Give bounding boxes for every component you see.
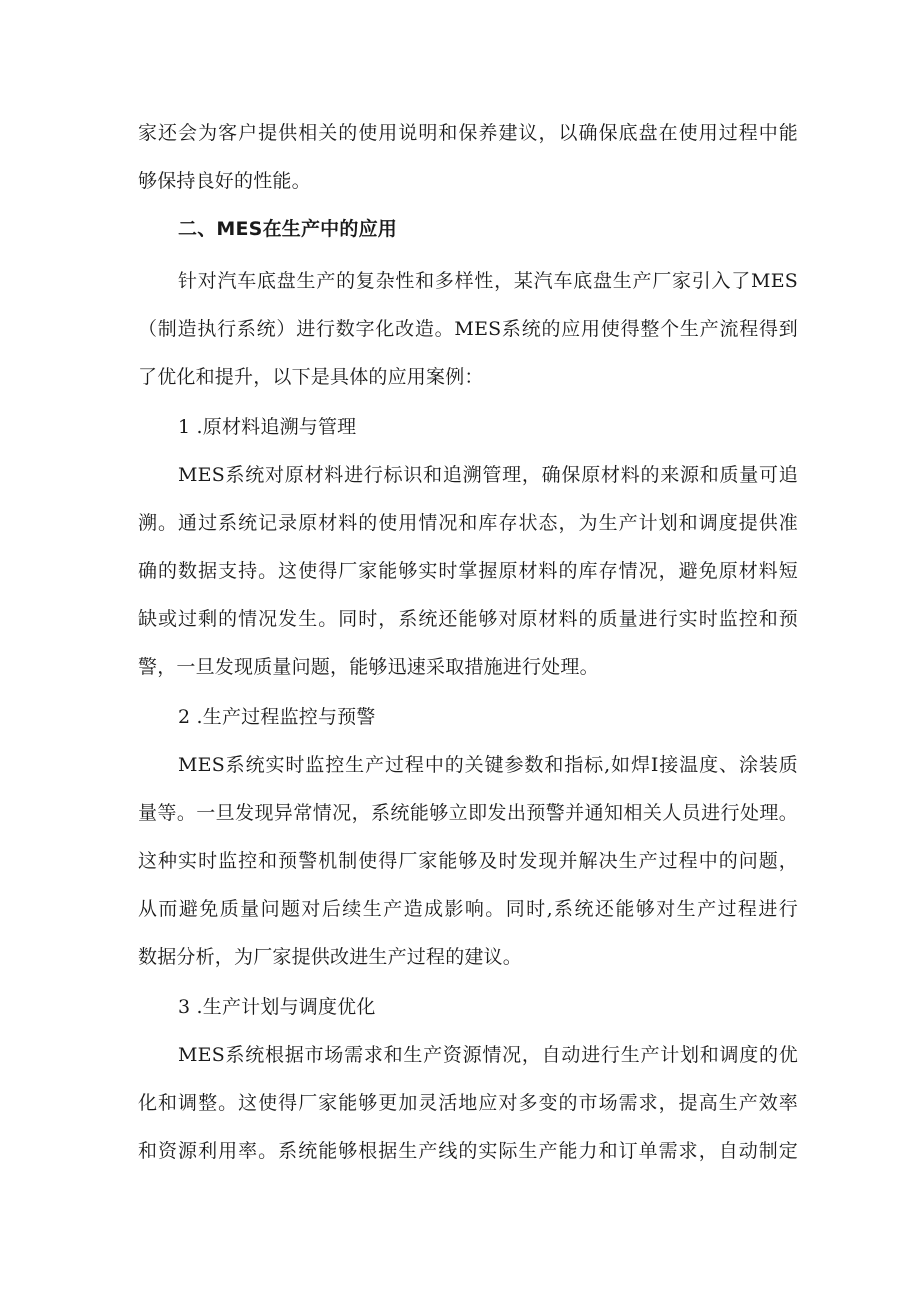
subsection-2-line-1: MES系统实时监控生产过程中的关键参数和指标,如焊I接温度、涂装质: [178, 754, 798, 776]
subsection-3-line-3: 和资源利用率。系统能够根据生产线的实际生产能力和订单需求，自动制定: [138, 1140, 798, 1162]
subsection-1-line-3: 确的数据支持。这使得厂家能够实时掌握原材料的库存情况，避免原材料短: [138, 560, 798, 582]
subsection-3-line-2: 化和调整。这使得厂家能够更加灵活地应对多变的市场需求，提高生产效率: [138, 1092, 798, 1114]
intro-line-1: 家还会为客户提供相关的使用说明和保养建议，以确保底盘在使用过程中能: [138, 122, 798, 144]
subsection-2-heading: 2 .生产过程监控与预警: [178, 706, 376, 728]
subsection-1-line-4: 缺或过剩的情况发生。同时，系统还能够对原材料的质量进行实时监控和预: [138, 608, 798, 630]
subsection-1-line-1: MES系统对原材料进行标识和追溯管理，确保原材料的来源和质量可追: [178, 464, 798, 486]
subsection-2-line-4: 从而避免质量问题对后续生产造成影响。同时,系统还能够对生产过程进行: [138, 898, 798, 920]
section-intro-line-2: （制造执行系统）进行数字化改造。MES系统的应用使得整个生产流程得到: [138, 318, 798, 340]
section-heading: 二、MES在生产中的应用: [178, 218, 397, 240]
section-intro-line-1: 针对汽车底盘生产的复杂性和多样性，某汽车底盘生产厂家引入了MES: [178, 270, 798, 292]
subsection-2-line-3: 这种实时监控和预警机制使得厂家能够及时发现并解决生产过程中的问题，: [138, 850, 798, 872]
subsection-1-line-2: 溯。通过系统记录原材料的使用情况和库存状态，为生产计划和调度提供准: [138, 512, 798, 534]
subsection-2-line-2: 量等。一旦发现异常情况，系统能够立即发出预警并通知相关人员进行处理。: [138, 802, 798, 824]
subsection-3-heading: 3 .生产计划与调度优化: [178, 996, 376, 1018]
subsection-3-line-1: MES系统根据市场需求和生产资源情况，自动进行生产计划和调度的优: [178, 1044, 798, 1066]
subsection-1-heading: 1 .原材料追溯与管理: [178, 416, 357, 438]
subsection-1-line-5: 警，一旦发现质量问题，能够迅速采取措施进行处理。: [138, 656, 599, 678]
section-intro-line-3: 了优化和提升，以下是具体的应用案例：: [138, 366, 484, 388]
subsection-2-line-5: 数据分析，为厂家提供改进生产过程的建议。: [138, 946, 523, 968]
intro-line-2: 够保持良好的性能。: [138, 170, 311, 192]
